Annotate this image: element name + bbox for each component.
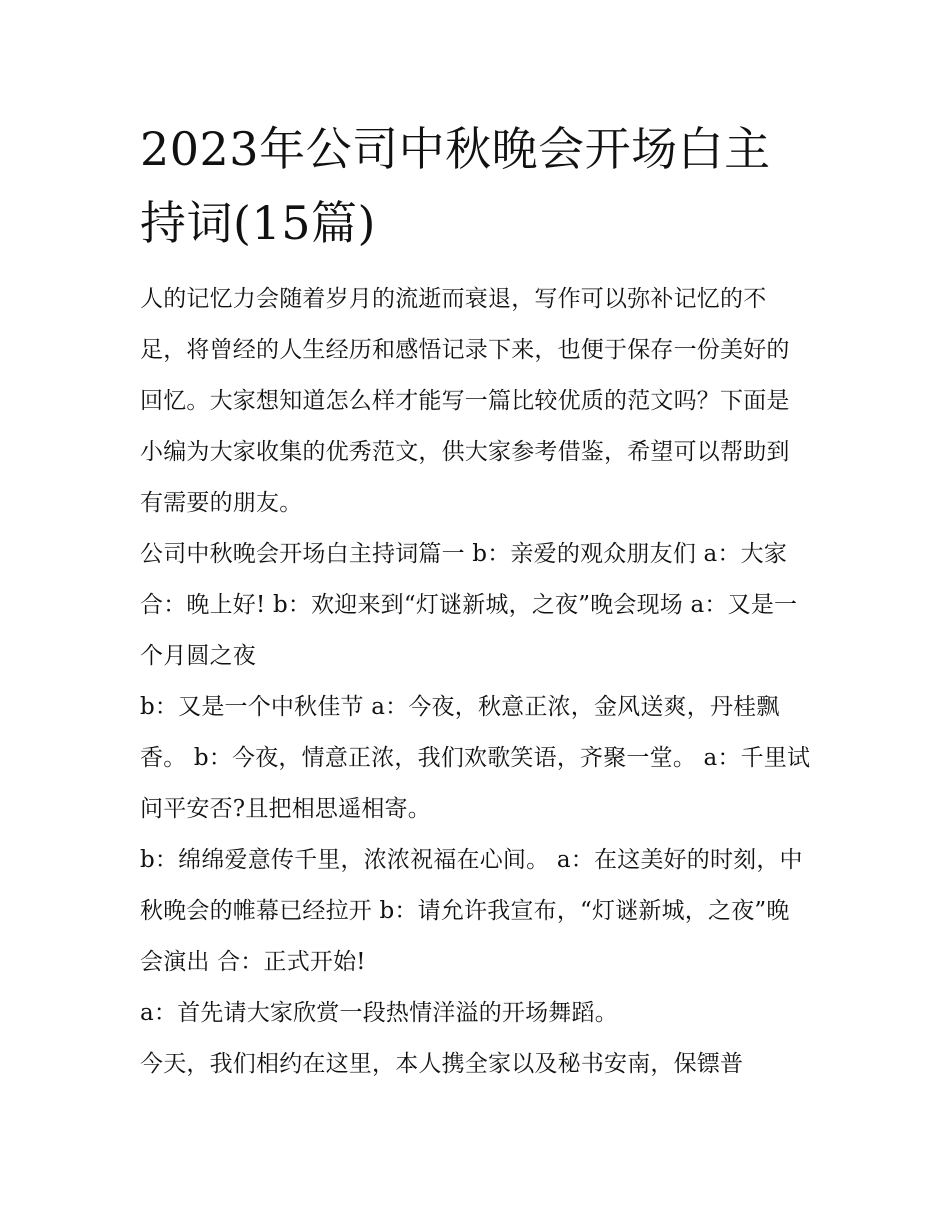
paragraph-5: 今天，我们相约在这里，本人携全家以及秘书安南，保镖普 <box>140 1051 744 1077</box>
paragraph-4: a：首先请大家欣赏一段热情洋溢的开场舞蹈。 <box>140 1000 618 1026</box>
paragraph-3: b：绵绵爱意传千里，浓浓祝福在心间。 a：在这美好的时刻，中秋晚会的帷幕已经拉开 b：请允许我宣布，“灯谜新城，之夜”晚会演出 合：正式开始! <box>140 847 803 975</box>
paragraph-1: 公司中秋晚会开场白主持词篇一 b：亲爱的观众朋友们 a：大家 合：晚上好! b：欢迎来到“灯谜新城，之夜”晚会现场 a：又是一个月圆之夜 <box>140 541 798 669</box>
paragraph-intro: 人的记忆力会随着岁月的流逝而衰退，写作可以弥补记忆的不足，将曾经的人生经历和感悟记录下来，也便于保存一份美好的回忆。大家想知道怎么样才能写一篇比较优质的范文吗？下面是小编为大家收集的优秀范文，供大家参考借鉴，希望可以帮助到有需要的朋友。 <box>140 286 790 516</box>
document-page <box>140 112 812 1090</box>
document-title: 2023年公司中秋晚会开场白主持词(15篇) <box>140 122 771 250</box>
paragraph-2: b：又是一个中秋佳节 a：今夜，秋意正浓，金风送爽，丹桂飘香。 b：今夜，情意正浓，我们欢歌笑语，齐聚一堂。 a：千里试问平安否?且把相思遥相寄。 <box>140 694 811 822</box>
